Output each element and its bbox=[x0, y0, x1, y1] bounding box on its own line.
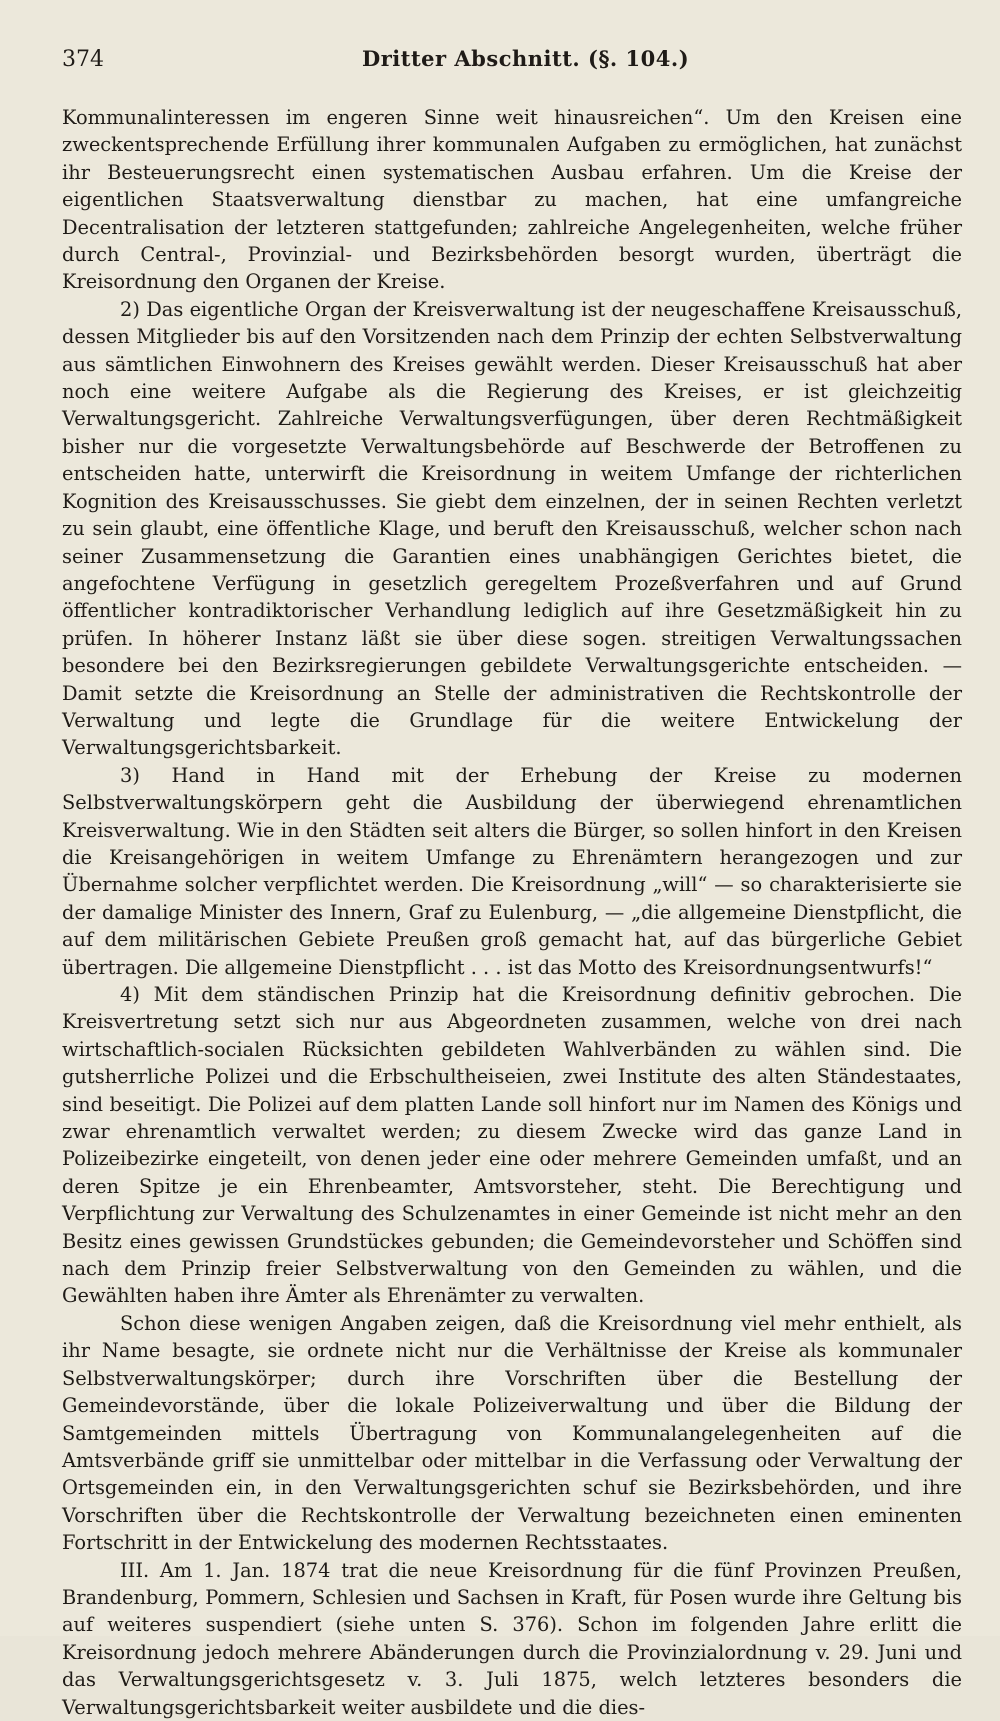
paragraph-summary: Schon diese wenigen Angaben zeigen, daß die Kreisordnung viel mehr enthielt, als ihr Name besagte, sie ordnete nicht nur die Verhältnisse der Kreise als kommunaler Selbstverwaltungskörper; durch ihre Vorschriften über die Bestellung der Gemeindevorstände, über die lokale Polizeiverwaltung und über die Bildung der Samtgemeinden mittels Übertragung von Kommunalangelegenheiten auf die Amtsverbände griff sie unmittelbar oder mittelbar in die Verfassung oder Verwaltung der Ortsgemeinden ein, in den Verwaltungsgerichten schuf sie Bezirksbehörden, und ihre Vorschriften über die Rechtskontrolle der Verwaltung bezeichneten einen eminenten Fortschritt in der Entwickelung des modernen Rechtsstaates. bbox=[62, 1311, 962, 1555]
paragraph-2-kreisausschuss: 2) Das eigentliche Organ der Kreisverwaltung ist der neugeschaffene Kreisausschuß, dessen Mitglieder bis auf den Vorsitzenden nach dem Prinzip der echten Selbstverwaltung aus sämtlichen Einwohnern des Kreises gewählt werden. Dieser Kreisausschuß hat aber noch eine weitere Aufgabe als die Regierung des Kreises, er ist gleichzeitig Verwaltungsgericht. Zahlreiche Verwaltungsverfügungen, über deren Rechtmäßigkeit bisher nur die vorgesetzte Verwaltungsbehörde auf Beschwerde der Betroffenen zu entscheiden hatte, unterwirft die Kreisordnung in weitem Umfange der richterlichen Kognition des Kreisausschusses. Sie giebt dem einzelnen, der in seinen Rechten verletzt zu sein glaubt, eine öffentliche Klage, und beruft den Kreisausschuß, welcher schon nach seiner Zusammensetzung die Garantien eines unabhängigen Gerichtes bietet, die angefochtene Verfügung in gesetzlich geregeltem Prozeßverfahren und auf Grund öffentlicher kontradiktorischer Verhandlung lediglich auf ihre Gesetzmäßigkeit hin zu prüfen. In höherer Instanz läßt sie über diese sogen. streitigen Verwaltungssachen besondere bei den Bezirksregierungen gebildete Verwaltungsgerichte entscheiden. — Damit setzte die Kreisordnung an Stelle der administrativen die Rechtskontrolle der Verwaltung und legte die Grundlage für die weitere Entwickelung der Verwaltungsgerichtsbarkeit. bbox=[62, 297, 962, 760]
paragraph-3-ehrenamt: 3) Hand in Hand mit der Erhebung der Kreise zu modernen Selbstverwaltungskörpern geht die Ausbildung der überwiegend ehrenamtlichen Kreisverwaltung. Wie in den Städten seit alters die Bürger, so sollen hinfort in den Kreisen die Kreisangehörigen in weitem Umfange zu Ehrenämtern herangezogen und zur Übernahme solcher verpflichtet werden. Die Kreisordnung „will“ — so charakterisierte sie der damalige Minister des Innern, Graf zu Eulenburg, — „die allgemeine Dienstpflicht, die auf dem militärischen Gebiete Preußen groß gemacht hat, auf das bürgerliche Gebiet übertragen. Die allgemeine Dienstpflicht . . . ist das Motto des Kreisordnungsentwurfs!“ bbox=[62, 763, 962, 979]
body-text bbox=[62, 104, 962, 1721]
paragraph-4-staendisches-prinzip: 4) Mit dem ständischen Prinzip hat die Kreisordnung definitiv gebrochen. Die Kreisvertretung setzt sich nur aus Abgeordneten zusammen, welche von drei nach wirtschaftlich-socialen Rücksichten gebildeten Wahlverbänden zu wählen sind. Die gutsherrliche Polizei und die Erbschultheiseien, zwei Institute des alten Ständestaates, sind beseitigt. Die Polizei auf dem platten Lande soll hinfort nur im Namen des Königs und zwar ehrenamtlich verwaltet werden; zu diesem Zwecke wird das ganze Land in Polizeibezirke eingeteilt, von denen jeder eine oder mehrere Gemeinden umfaßt, und an deren Spitze je ein Ehrenbeamter, Amtsvorsteher, steht. Die Berechtigung und Verpflichtung zur Verwaltung des Schulzenamtes in einer Gemeinde ist nicht mehr an den Besitz eines gewissen Grundstückes gebunden; die Gemeindevorsteher und Schöffen sind nach dem Prinzip freier Selbstverwaltung von den Gemeinden zu wählen, und die Gewählten haben ihre Ämter als Ehrenämter zu verwalten. bbox=[62, 983, 962, 1308]
page-number: 374 bbox=[62, 47, 104, 72]
paragraph-section-iii: III. Am 1. Jan. 1874 trat die neue Kreisordnung für die fünf Provinzen Preußen, Brandenburg, Pommern, Schlesien und Sachsen in Kraft, für Posen wurde ihre Geltung bis auf weiteres suspendiert (siehe unten S. 376). Schon im folgenden Jahre erlitt die Kreisordnung jedoch mehrere Abänderungen durch die Provinzialordnung v. 29. Juni und das Verwaltungsgerichtsgesetz v. 3. Juli 1875, welch letzteres besonders die Verwaltungsgerichtsbarkeit weiter ausbildete und die dies- bbox=[62, 1558, 962, 1719]
running-head: Dritter Abschnitt. (§. 104.) bbox=[362, 46, 690, 71]
paragraph-continuation: Kommunalinteressen im engeren Sinne weit hinausreichen“. Um den Kreisen eine zweckentsprechende Erfüllung ihrer kommunalen Aufgaben zu ermöglichen, hat zunächst ihr Besteuerungsrecht einen systematischen Ausbau erfahren. Um die Kreise der eigentlichen Staatsverwaltung dienstbar zu machen, hat eine umfangreiche Decentralisation der letzteren stattgefunden; zahlreiche Angelegenheiten, welche früher durch Central-, Provinzial- und Bezirksbehörden besorgt wurden, überträgt die Kreisordnung den Organen der Kreise. bbox=[62, 106, 962, 294]
page-header bbox=[62, 46, 960, 82]
